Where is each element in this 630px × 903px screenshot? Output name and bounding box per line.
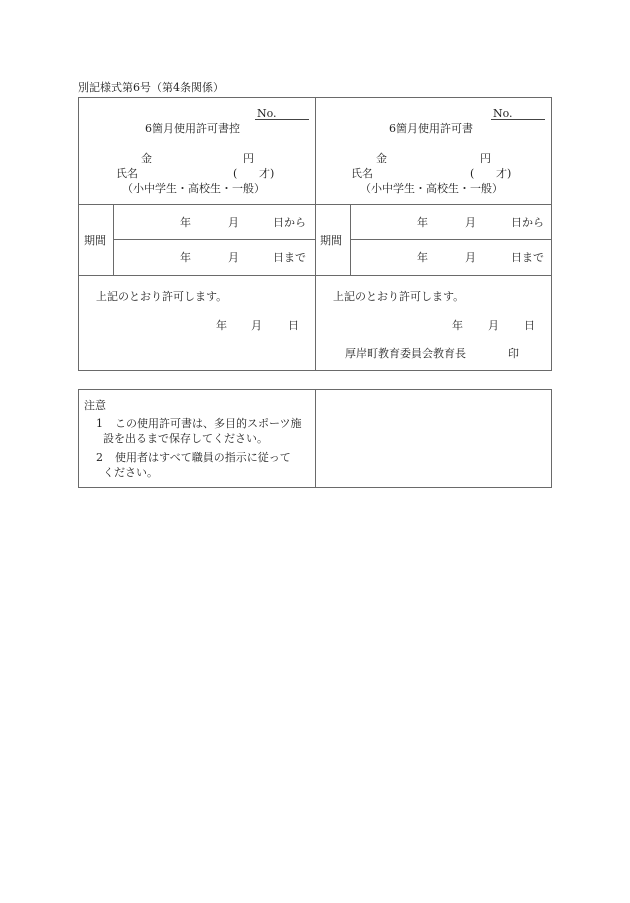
right-no-label: No.: [493, 107, 513, 120]
left-approval-text: 上記のとおり許可します。: [96, 290, 228, 303]
left-period-label: 期間: [84, 234, 106, 247]
left-approval-month: 月: [251, 319, 262, 332]
left-from-day: 日から: [273, 216, 306, 229]
row-divider-bottom: [78, 275, 552, 276]
right-to-month: 月: [465, 251, 476, 264]
left-period-row-divider: [113, 239, 315, 240]
left-approval-day: 日: [288, 319, 299, 332]
right-period-label: 期間: [320, 234, 342, 247]
left-no-field[interactable]: [255, 108, 309, 120]
left-amount-label: 金: [141, 152, 152, 165]
left-from-year: 年: [180, 216, 191, 229]
right-from-day: 日から: [511, 216, 544, 229]
right-approval-text: 上記のとおり許可します。: [333, 290, 465, 303]
notes-divider: [315, 389, 316, 488]
right-amount-label: 金: [376, 152, 387, 165]
right-to-year: 年: [417, 251, 428, 264]
right-approval-year: 年: [452, 319, 463, 332]
right-name-label: 氏名: [351, 167, 373, 180]
left-yen-label: 円: [243, 152, 254, 165]
note-1-line1: この使用許可書は、多目的スポーツ施: [115, 417, 302, 430]
left-name-label: 氏名: [116, 167, 138, 180]
left-age-close: 才): [259, 167, 275, 180]
left-to-month: 月: [228, 251, 239, 264]
right-title: 6箇月使用許可書: [389, 122, 473, 135]
left-category: （小中学生・高校生・一般）: [122, 182, 265, 195]
note-1-number: 1: [96, 417, 103, 430]
right-no-field[interactable]: [491, 108, 545, 120]
left-no-label: No.: [257, 107, 277, 120]
right-approval-day: 日: [524, 319, 535, 332]
right-age-close: 才): [496, 167, 512, 180]
panel-divider: [315, 97, 316, 371]
right-approval-month: 月: [488, 319, 499, 332]
note-2-number: 2: [96, 451, 103, 464]
right-yen-label: 円: [480, 152, 491, 165]
issuer-name: 厚岸町教育委員会教育長: [345, 347, 466, 360]
row-divider-top: [78, 204, 552, 205]
right-from-month: 月: [465, 216, 476, 229]
notes-heading: 注意: [84, 399, 106, 412]
right-period-row-divider: [350, 239, 552, 240]
right-from-year: 年: [417, 216, 428, 229]
right-to-day: 日まで: [511, 251, 544, 264]
left-to-day: 日まで: [273, 251, 306, 264]
seal-mark: 印: [508, 347, 519, 360]
note-2-line1: 使用者はすべて職員の指示に従って: [115, 451, 291, 464]
right-age-open: (: [470, 167, 475, 180]
left-age-open: (: [233, 167, 238, 180]
left-to-year: 年: [180, 251, 191, 264]
left-title: 6箇月使用許可書控: [145, 122, 240, 135]
right-category: （小中学生・高校生・一般）: [360, 182, 503, 195]
note-2-line2: ください。: [103, 466, 158, 479]
form-header: 別記様式第6号（第4条関係）: [78, 81, 224, 94]
note-1-line2: 設を出るまで保存してください。: [103, 432, 268, 445]
left-approval-year: 年: [216, 319, 227, 332]
left-from-month: 月: [228, 216, 239, 229]
